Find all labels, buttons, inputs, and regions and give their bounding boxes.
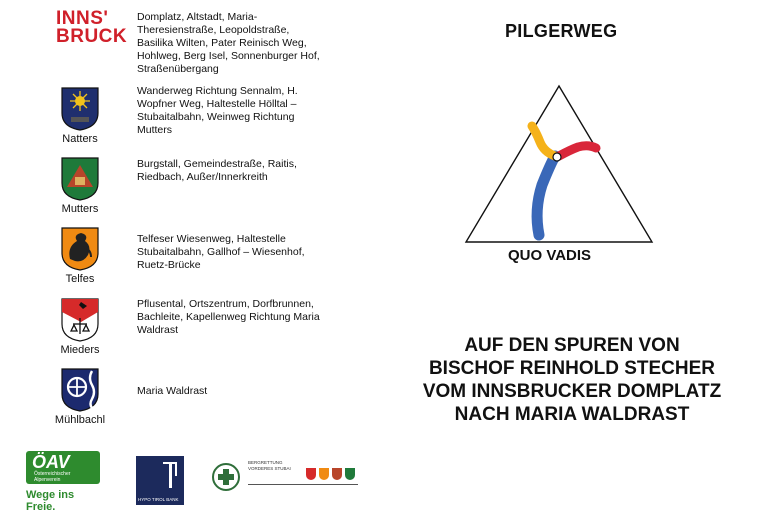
hypo-logo-bar — [169, 464, 172, 488]
bergrettung-rule — [248, 484, 358, 485]
route-mieders: Pflusental, Ortszentrum, Dorfbrunnen, Bachleite, Kapellenweg Richtung Maria Waldrast — [137, 298, 320, 336]
bergrettung-caption: BERGRETTUNG VORDERES STUBAI — [248, 460, 291, 471]
bergrettung-stubai-logo — [211, 460, 359, 496]
oeav-logo-sub1: Österreichischer — [34, 471, 71, 477]
bergrettung-cross-icon — [211, 462, 241, 492]
telfes-coat-of-arms-icon — [61, 227, 99, 271]
route-telfes: Telfeser Wiesenweg, Haltestelle Stubaitalbahn, Gallhof – Wiesenhof, Ruetz-Brücke — [137, 233, 305, 271]
page-title: PILGERWEG — [505, 21, 618, 41]
muehlbachl-coat-of-arms-icon — [61, 368, 99, 412]
place-name-telfes: Telfes — [65, 273, 95, 285]
oeav-logo-text: ÖAV — [32, 452, 70, 472]
place-name-natters: Natters — [62, 133, 98, 145]
main-heading-line-3: VOM INNSBRUCKER DOMPLATZ — [422, 381, 722, 402]
mieders-coat-of-arms-icon — [61, 298, 99, 342]
mini-coat-of-arms-1-icon — [306, 468, 316, 480]
oeav-logo — [26, 451, 102, 513]
route-innsbruck: Domplatz, Altstadt, Maria-Theresienstraße, Leopoldstraße, Basilika Wilten, Pater Reinisch Weg, Hohlweg, Berg Isel, Sonnenburger Hof, Straßenübergang — [137, 11, 320, 75]
innsbruck-logo-line2: BRUCK — [56, 26, 128, 47]
main-heading-line-4: NACH MARIA WALDRAST — [454, 404, 690, 425]
route-mutters: Burgstall, Gemeindestraße, Raitis, Riedbach, Außer/Innerkreith — [137, 158, 297, 183]
innsbruck-logo-line1: INNS' — [56, 8, 109, 29]
route-natters: Wanderweg Richtung Sennalm, H. Wopfner Weg, Haltestelle Hölltal – Stubaitalbahn, Weinweg Richtung Mutters — [137, 85, 298, 136]
oeav-logo-sub2: Alpenverein — [34, 477, 61, 483]
main-heading-line-1: AUF DEN SPUREN VON — [464, 335, 680, 356]
place-name-mieders: Mieders — [60, 344, 100, 356]
mutters-coat-of-arms-icon — [61, 157, 99, 201]
mini-coat-of-arms-2-icon — [319, 468, 329, 480]
place-name-mutters: Mutters — [61, 203, 99, 215]
route-muehlbachl: Maria Waldrast — [137, 385, 208, 397]
place-name-muehlbachl: Mühlbachl — [54, 414, 106, 426]
oeav-slogan: Wege ins Freie. — [26, 489, 75, 513]
mini-coat-of-arms-3-icon — [332, 468, 342, 480]
mini-coat-of-arms-4-icon — [345, 468, 355, 480]
natters-coat-of-arms-icon — [61, 87, 99, 131]
hypo-tirol-bank-logo — [136, 456, 184, 505]
main-heading — [392, 334, 752, 426]
emblem-caption: QUO VADIS — [508, 247, 592, 264]
innsbruck-logo — [56, 10, 126, 46]
hypo-logo-caption: HYPO TIROL BANK — [138, 497, 179, 502]
main-heading-line-2: BISCHOF REINHOLD STECHER — [428, 358, 716, 379]
quo-vadis-emblem-icon — [462, 80, 656, 248]
